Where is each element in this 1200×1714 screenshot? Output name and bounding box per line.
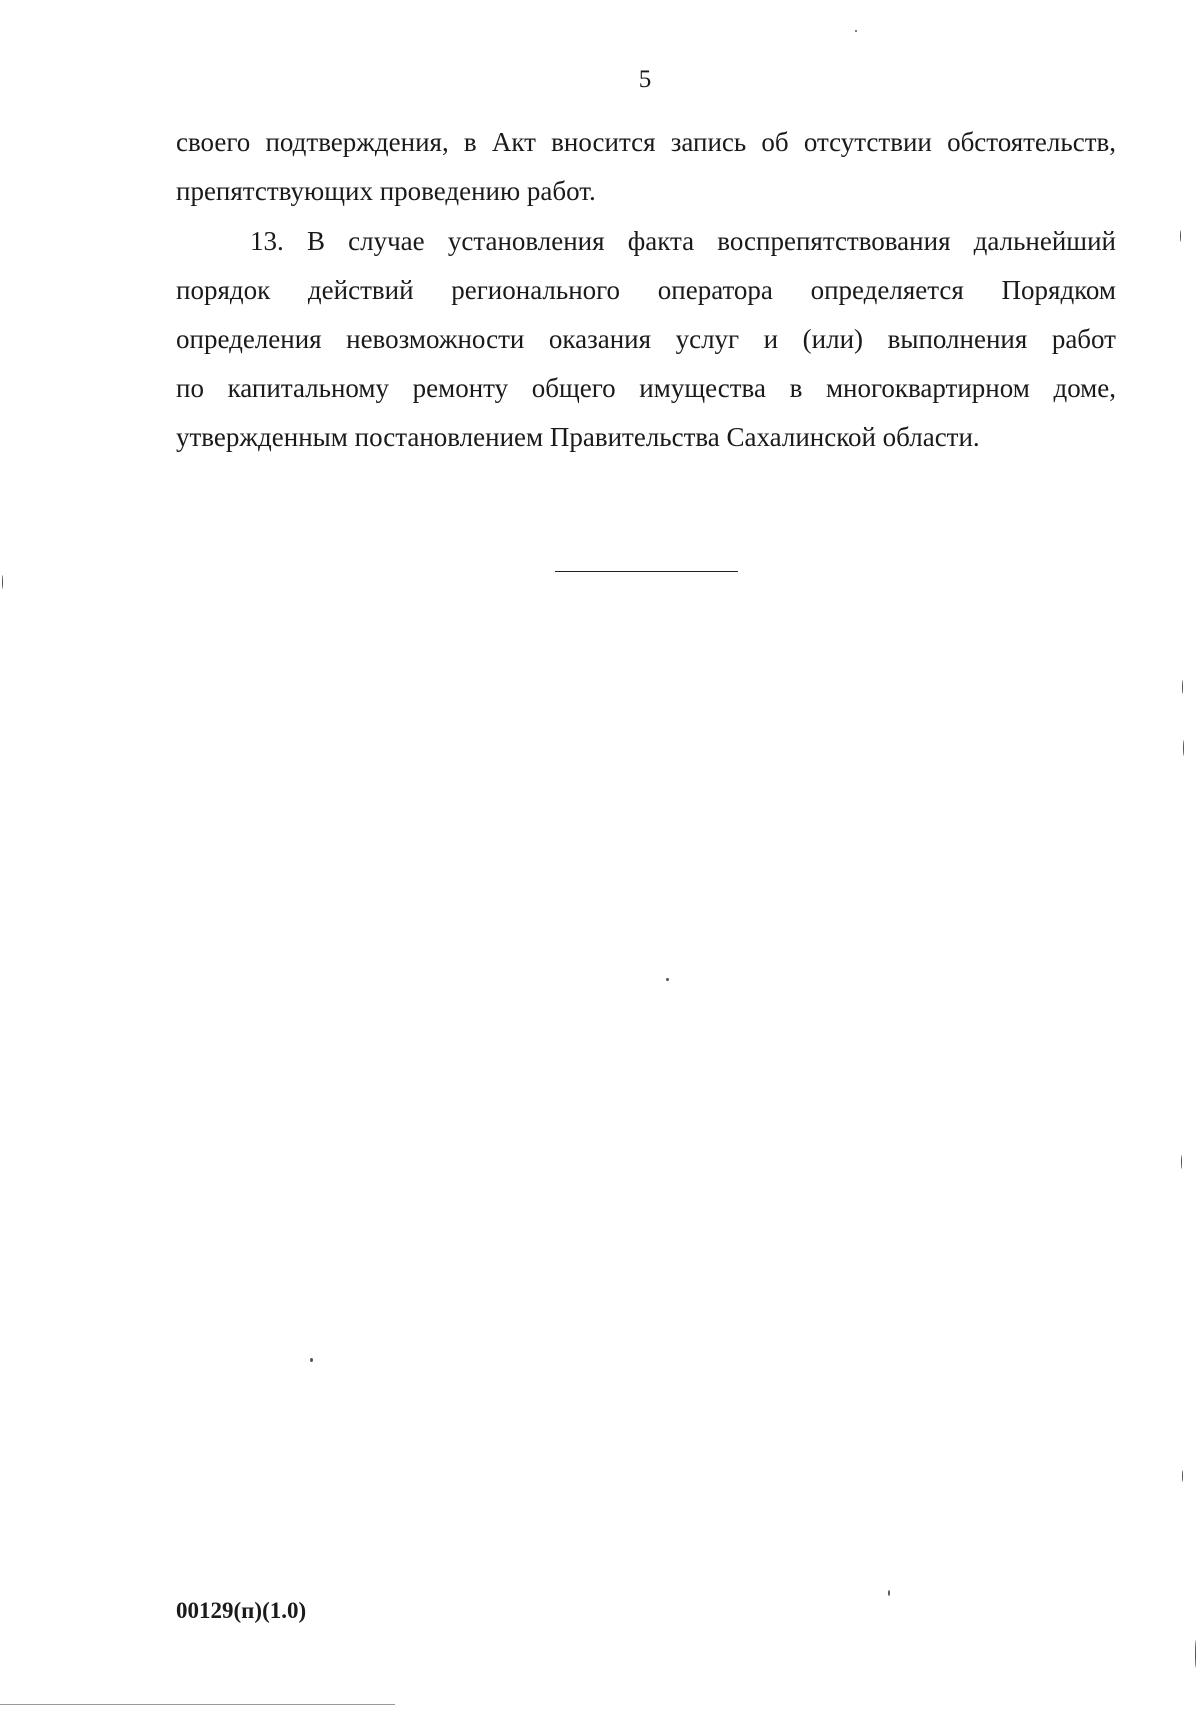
scan-speck	[1195, 1640, 1196, 1668]
text-line: 13. В случае установления факта воспрепятствования дальнейший	[250, 226, 1116, 256]
scan-speck	[888, 1590, 890, 1596]
scan-speck	[1180, 230, 1181, 242]
scan-speck	[1182, 680, 1183, 694]
scan-speck	[2, 575, 3, 589]
text-line: препятствующих проведению работ.	[176, 176, 596, 206]
end-separator-line	[555, 571, 738, 572]
text-line: порядок действий регионального оператора определяется Порядком	[176, 275, 1116, 305]
document-code: 00129(п)(1.0)	[176, 1598, 307, 1623]
paragraph-13	[176, 217, 1116, 462]
page-number: 5	[638, 66, 652, 93]
text-line: своего подтверждения, в Акт вносится запись об отсутствии обстоятельств,	[176, 127, 1116, 157]
paragraph-continued	[176, 118, 1116, 216]
scan-speck	[666, 978, 669, 981]
text-line: утвержденным постановлением Правительства Сахалинской области.	[176, 422, 980, 452]
scan-speck	[1181, 1155, 1182, 1169]
scan-speck	[1183, 740, 1184, 756]
text-line: по капитальному ремонту общего имущества в многоквартирном доме,	[176, 373, 1116, 403]
scan-speck	[310, 1358, 313, 1362]
scan-speck	[855, 30, 857, 32]
text-line: определения невозможности оказания услуг и (или) выполнения работ	[176, 324, 1116, 354]
scan-speck	[1182, 1470, 1183, 1482]
bottom-edge-rule	[0, 1704, 395, 1705]
